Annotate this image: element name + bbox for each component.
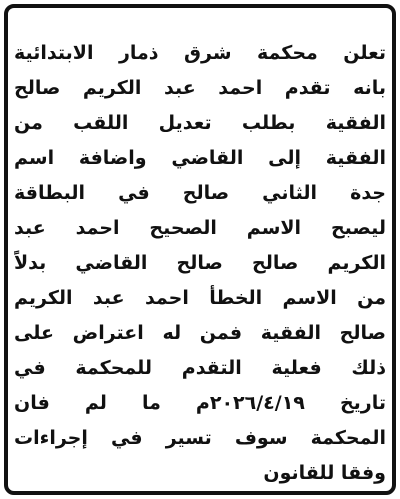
notice-line-6: ليصبح الاسم الصحيح احمد عبد xyxy=(14,217,386,239)
notice-line-12: المحكمة سوف تسير في إجراءات xyxy=(14,427,386,449)
notice-line-13: وفقا للقانون xyxy=(263,462,386,484)
notice-line-4: الفقية إلى القاضي واضافة اسم xyxy=(14,147,386,169)
notice-line-8: من الاسم الخطأ احمد عبد الكريم xyxy=(14,287,386,309)
notice-line-1: تعلن محكمة شرق ذمار الابتدائية xyxy=(14,42,386,64)
notice-line-5: جدة الثاني صالح في البطاقة xyxy=(14,182,386,204)
notice-line-7: الكريم صالح صالح القاضي بدلاً xyxy=(14,252,386,274)
notice-line-3: الفقية بطلب تعديل اللقب من xyxy=(14,112,386,134)
notice-line-10: ذلك فعلية التقدم للمحكمة في xyxy=(14,357,386,379)
notice-line-2: بانه تقدم احمد عبد الكريم صالح xyxy=(14,77,386,99)
notice-line-11: تاريخ ٢٠٢٦/٤/١٩م ما لم فان xyxy=(14,392,386,414)
legal-notice-text xyxy=(14,36,386,491)
notice-line-9: صالح الفقية فمن له اعتراض على xyxy=(14,322,386,344)
notice-frame xyxy=(4,4,396,495)
